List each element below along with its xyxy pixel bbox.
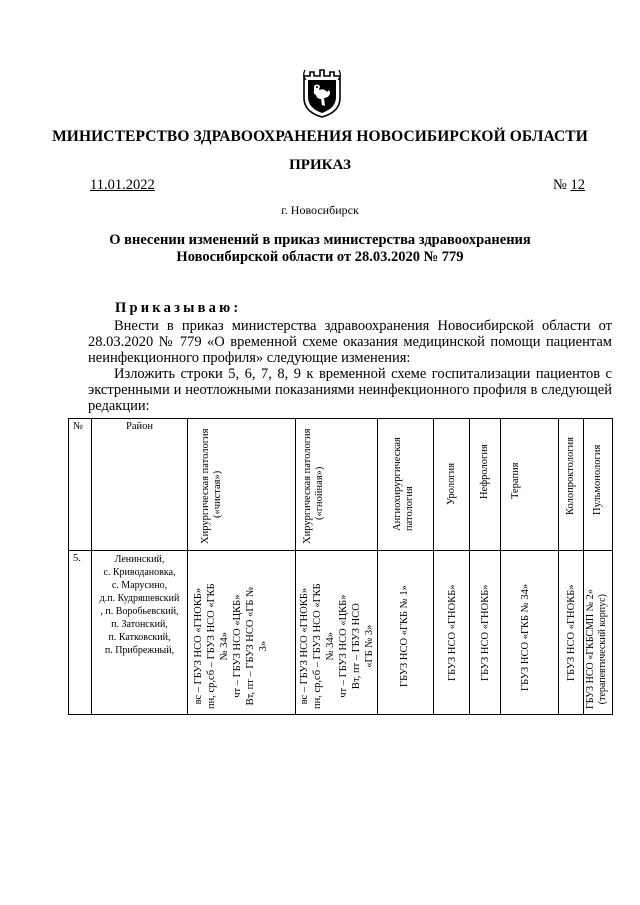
paragraph-2: Изложить строки 5, 6, 7, 8, 9 к временной схеме госпитализации пациентов с экстренными и неотложными показаниями неинфекционного профиля в следующей редакции: — [88, 366, 612, 414]
row-angio: ГБУЗ НСО «ГКБ № 1» — [378, 551, 434, 715]
row-urology: ГБУЗ НСО «ГНОКБ» — [434, 551, 470, 715]
surgery-clean-line: № 34» — [219, 631, 230, 661]
surgery-clean-line: пн, ср,сб – ГБУЗ НСО «ГКБ — [206, 583, 217, 709]
district-line: п. Прибрежный, — [104, 645, 175, 656]
header-nephrology: Нефрология — [470, 419, 501, 551]
header-urology: Урология — [434, 419, 470, 551]
order-subject — [80, 232, 560, 266]
district-line: с. Марусино, — [111, 580, 168, 591]
paragraph-1: Внести в приказ министерства здравоохранения Новосибирской области от 28.03.2020 № 779 «О временной схеме оказания медицинской помощи пациентам неинфекционного профиля» следующие изменения: — [88, 318, 612, 366]
surgery-purulent-line: чт – ГБУЗ НСО «ЦКБ» — [338, 594, 349, 698]
district-line: с. Криводановка, — [103, 567, 176, 578]
header-coloproctology: Колопроктология — [559, 419, 584, 551]
row-pulmonology: ГБУЗ НСО «ГКБСМП № 2» (терапевтический корпус) — [584, 551, 613, 715]
hospitalization-table — [68, 418, 613, 715]
document-type: ПРИКАЗ — [289, 157, 351, 173]
surgery-purulent-line: пн, ср,сб – ГБУЗ НСО «ГКБ — [312, 583, 323, 709]
surgery-purulent-line: Вт, пт – ГБУЗ НСО — [351, 603, 362, 690]
row-therapy: ГБУЗ НСО «ГКБ № 34» — [501, 551, 559, 715]
subject-line-2: Новосибирской области от 28.03.2020 № 779 — [176, 249, 464, 265]
row-district — [92, 551, 188, 715]
surgery-clean-line: вс – ГБУЗ НСО «ГНОКБ» — [193, 587, 204, 705]
table-row — [69, 551, 613, 715]
surgery-clean-line: 3» — [258, 640, 269, 652]
coat-of-arms-icon — [300, 68, 344, 118]
city: г. Новосибирск — [281, 203, 359, 217]
header-therapy: Терапия — [501, 419, 559, 551]
ministry-name: МИНИСТЕРСТВО ЗДРАВООХРАНЕНИЯ НОВОСИБИРСКОЙ ОБЛАСТИ — [52, 128, 588, 145]
district-line: д.п. Кудряшевский — [99, 593, 180, 604]
row-surgery-purulent — [296, 551, 378, 715]
header-district: Район — [92, 419, 188, 551]
district-line: Ленинский, — [114, 554, 165, 565]
header-pulmonology: Пульмонология — [584, 419, 613, 551]
number-value: 12 — [570, 177, 585, 193]
district-line: , п. Воробьевский, — [100, 606, 179, 617]
surgery-clean-line: чт – ГБУЗ НСО «ЦКБ» — [232, 594, 243, 698]
subject-line-1: О внесении изменений в приказ министерства здравоохранения — [109, 232, 531, 248]
order-date: 11.01.2022 — [90, 177, 155, 193]
table-header-row — [69, 419, 613, 551]
header-angio: Ангиохирургическая патология — [378, 419, 434, 551]
district-line: п. Катковский, — [108, 632, 171, 643]
row-num: 5. — [69, 551, 92, 715]
order-number — [553, 177, 585, 194]
row-surgery-clean — [188, 551, 296, 715]
district-line: п. Затонский, — [111, 619, 168, 630]
number-prefix: № — [553, 177, 567, 193]
surgery-purulent-line: вс – ГБУЗ НСО «ГНОКБ» — [299, 587, 310, 705]
header-num: № — [69, 419, 92, 551]
row-nephrology: ГБУЗ НСО «ГНОКБ» — [470, 551, 501, 715]
row-coloproctology: ГБУЗ НСО «ГНОКБ» — [559, 551, 584, 715]
surgery-purulent-line: № 34» — [325, 631, 336, 661]
order-word: Приказываю: — [115, 300, 242, 316]
surgery-clean-line: Вт, пт – ГБУЗ НСО «ГБ № — [245, 586, 256, 706]
header-surgery-clean: Хирургическая патология («чистая») — [188, 419, 296, 551]
surgery-purulent-line: «ГБ № 3» — [364, 624, 375, 668]
header-surgery-purulent: Хирургическая патология («гнойная») — [296, 419, 378, 551]
